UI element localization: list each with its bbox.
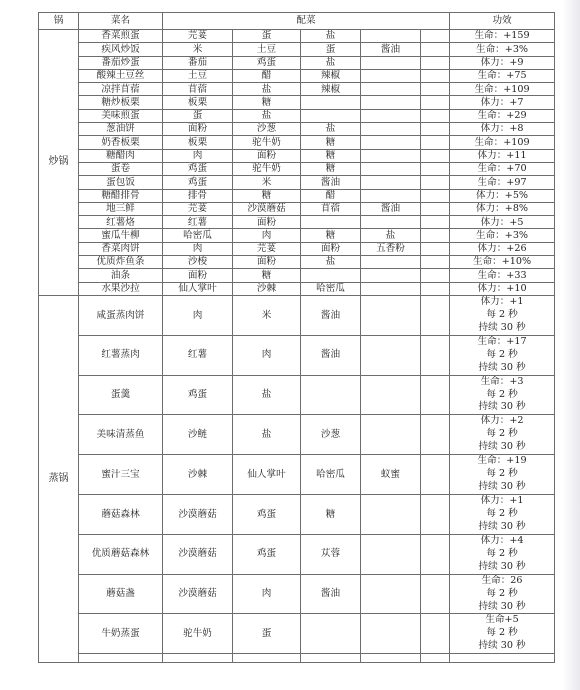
ingredient-cell: 糖 [301, 495, 361, 535]
effect-cell: 体力：+8 [450, 123, 555, 136]
ingredient-cell [301, 109, 361, 122]
ingredient-cell [301, 96, 361, 109]
empty-cell [421, 335, 450, 375]
effect-line: 生命：+19 [477, 455, 527, 467]
ingredient-cell: 蛋 [163, 109, 233, 122]
ingredient-cell: 土豆 [233, 43, 301, 56]
ingredient-cell: 肉 [163, 295, 233, 335]
effect-line: 每 2 秒 [486, 468, 518, 480]
ingredient-cell: 面粉 [301, 242, 361, 255]
ingredient-cell: 鸡蛋 [233, 495, 301, 535]
effect-line: 持续 30 秒 [478, 520, 526, 532]
pot-label-stir-fry: 炒锅 [39, 30, 79, 296]
dish-name: 葱油饼 [79, 123, 163, 136]
ingredient-cell [361, 256, 421, 269]
table-row [39, 123, 555, 136]
dish-name: 蜜汁三宝 [79, 455, 163, 495]
ingredient-cell: 面粉 [233, 256, 301, 269]
ingredient-cell: 肉 [233, 574, 301, 614]
ingredient-cell: 糖 [301, 149, 361, 162]
effect-cell [450, 375, 555, 415]
effect-cell: 生命：+159 [450, 30, 555, 43]
effect-cell: 生命：+109 [450, 136, 555, 149]
ingredient-cell: 板栗 [163, 136, 233, 149]
ingredient-cell: 面粉 [233, 216, 301, 229]
empty-cell [421, 43, 450, 56]
ingredient-cell: 红薯 [163, 335, 233, 375]
ingredient-cell: 盐 [301, 256, 361, 269]
ingredient-cell [361, 335, 421, 375]
ingredient-cell [361, 96, 421, 109]
ingredient-cell: 酱油 [301, 574, 361, 614]
ingredient-cell: 沙漠蘑菇 [233, 202, 301, 215]
effect-cell: 生命：+3% [450, 229, 555, 242]
ingredient-cell: 鸡蛋 [163, 176, 233, 189]
ingredient-cell: 土豆 [163, 69, 233, 82]
empty-cell [233, 654, 301, 663]
ingredient-cell: 糖 [233, 189, 301, 202]
dish-name: 美味清蒸鱼 [79, 415, 163, 455]
ingredient-cell: 面粉 [163, 269, 233, 282]
empty-cell [421, 30, 450, 43]
ingredient-cell: 五香粉 [361, 242, 421, 255]
ingredient-cell: 盐 [233, 109, 301, 122]
dish-name: 蛋羹 [79, 375, 163, 415]
recipe-table-body [39, 30, 555, 663]
effect-cell [450, 455, 555, 495]
ingredient-cell [361, 282, 421, 295]
empty-cell [421, 123, 450, 136]
ingredient-cell: 蚁蜜 [361, 455, 421, 495]
effect-cell: 体力：+5 [450, 216, 555, 229]
ingredient-cell: 米 [233, 295, 301, 335]
ingredient-cell: 肉 [163, 149, 233, 162]
dish-name: 红薯烙 [79, 216, 163, 229]
dish-name: 蘑菇盏 [79, 574, 163, 614]
ingredient-cell: 板栗 [163, 96, 233, 109]
effect-cell: 生命：+29 [450, 109, 555, 122]
effect-cell [450, 574, 555, 614]
empty-cell [421, 495, 450, 535]
ingredient-cell: 醋 [301, 189, 361, 202]
ingredient-cell: 盐 [301, 30, 361, 43]
ingredient-cell [361, 415, 421, 455]
dish-name: 奶香板栗 [79, 136, 163, 149]
effect-cell [450, 534, 555, 574]
effect-line: 持续 30 秒 [478, 640, 526, 652]
ingredient-cell: 盐 [361, 229, 421, 242]
ingredient-cell: 辣椒 [301, 83, 361, 96]
table-row [39, 534, 555, 574]
dish-name: 牛奶蒸蛋 [79, 614, 163, 654]
ingredient-cell: 苜蓿 [301, 202, 361, 215]
effect-line: 体力：+2 [480, 415, 524, 427]
ingredient-cell [361, 30, 421, 43]
ingredient-cell: 糖 [301, 162, 361, 175]
table-row [39, 229, 555, 242]
ingredient-cell: 哈密瓜 [301, 282, 361, 295]
ingredient-cell: 米 [233, 176, 301, 189]
table-row [39, 176, 555, 189]
ingredient-cell: 红薯 [163, 216, 233, 229]
effect-cell [450, 495, 555, 535]
effect-line: 持续 30 秒 [478, 361, 526, 373]
ingredient-cell [301, 614, 361, 654]
ingredient-cell: 蛋 [233, 30, 301, 43]
empty-cell [421, 574, 450, 614]
empty-cell [421, 56, 450, 69]
ingredient-cell: 酱油 [301, 176, 361, 189]
empty-cell [163, 654, 233, 663]
empty-cell [421, 229, 450, 242]
effect-line: 持续 30 秒 [478, 321, 526, 333]
table-row [39, 269, 555, 282]
empty-cell [450, 654, 555, 663]
table-row [39, 216, 555, 229]
ingredient-cell [361, 83, 421, 96]
ingredient-cell [361, 189, 421, 202]
ingredient-cell: 哈密瓜 [301, 455, 361, 495]
ingredient-cell: 芫荽 [163, 202, 233, 215]
ingredient-cell: 酱油 [361, 43, 421, 56]
dish-name: 水果沙拉 [79, 282, 163, 295]
ingredient-cell [301, 375, 361, 415]
empty-cell [421, 162, 450, 175]
table-row [39, 282, 555, 295]
effect-cell [450, 614, 555, 654]
dish-name: 蛋卷 [79, 162, 163, 175]
ingredient-cell [361, 123, 421, 136]
dish-name: 凉拌苜蓿 [79, 83, 163, 96]
ingredient-cell [361, 295, 421, 335]
effect-cell: 生命：+10% [450, 256, 555, 269]
empty-cell [421, 216, 450, 229]
empty-cell [361, 654, 421, 663]
effect-cell: 生命：+3% [450, 43, 555, 56]
dish-name: 美味煎蛋 [79, 109, 163, 122]
empty-cell [421, 375, 450, 415]
effect-line: 每 2 秒 [486, 547, 518, 559]
ingredient-cell: 醋 [233, 69, 301, 82]
effect-line: 持续 30 秒 [478, 560, 526, 572]
empty-cell [301, 654, 361, 663]
ingredient-cell: 沙漠蘑菇 [163, 574, 233, 614]
ingredient-cell: 糖 [301, 229, 361, 242]
ingredient-cell: 盐 [233, 375, 301, 415]
header-row [39, 13, 555, 30]
ingredient-cell [301, 269, 361, 282]
table-row [39, 256, 555, 269]
ingredient-cell: 苁蓉 [301, 534, 361, 574]
header-ingredients: 配菜 [163, 13, 450, 30]
effect-cell: 体力：+9 [450, 56, 555, 69]
empty-cell [421, 69, 450, 82]
empty-cell [421, 455, 450, 495]
table-row [39, 43, 555, 56]
table-row [39, 96, 555, 109]
table-row [39, 136, 555, 149]
table-row [39, 574, 555, 614]
effect-line: 生命：+3 [480, 375, 524, 387]
empty-cell [421, 83, 450, 96]
effect-line: 体力：+1 [480, 295, 524, 307]
ingredient-cell: 肉 [233, 335, 301, 375]
table-row [39, 202, 555, 215]
table-row [39, 335, 555, 375]
effect-line: 持续 30 秒 [478, 600, 526, 612]
ingredient-cell: 面粉 [233, 149, 301, 162]
ingredient-cell: 酱油 [301, 295, 361, 335]
ingredient-cell: 驼牛奶 [233, 162, 301, 175]
effect-cell: 体力：+26 [450, 242, 555, 255]
dish-name: 红薯蒸肉 [79, 335, 163, 375]
effect-line: 每 2 秒 [486, 308, 518, 320]
dish-name: 蘑菇森林 [79, 495, 163, 535]
table-row [39, 455, 555, 495]
ingredient-cell: 盐 [301, 123, 361, 136]
table-row [39, 415, 555, 455]
ingredient-cell: 沙漠蘑菇 [163, 534, 233, 574]
empty-cell [421, 149, 450, 162]
effect-cell [450, 415, 555, 455]
empty-cell [421, 176, 450, 189]
table-row [39, 495, 555, 535]
empty-cell [421, 654, 450, 663]
effect-line: 生命+5 [485, 614, 519, 626]
ingredient-cell: 驼牛奶 [163, 614, 233, 654]
ingredient-cell: 沙漠蘑菇 [163, 495, 233, 535]
table-row [39, 189, 555, 202]
effect-line: 体力：+1 [480, 495, 524, 506]
ingredient-cell: 鸡蛋 [163, 375, 233, 415]
empty-cell [421, 256, 450, 269]
ingredient-cell: 辣椒 [301, 69, 361, 82]
table-row [39, 242, 555, 255]
table-row [39, 614, 555, 654]
ingredient-cell: 鸡蛋 [163, 162, 233, 175]
ingredient-cell: 沙棘 [233, 282, 301, 295]
ingredient-cell: 沙梭 [163, 256, 233, 269]
header-pot: 锅 [39, 13, 79, 30]
ingredient-cell: 米 [163, 43, 233, 56]
empty-cell [421, 242, 450, 255]
ingredient-cell: 糖 [233, 269, 301, 282]
ingredient-cell: 沙鲢 [163, 415, 233, 455]
ingredient-cell [361, 69, 421, 82]
table-row [39, 295, 555, 335]
dish-name: 地三鲜 [79, 202, 163, 215]
effect-line: 体力：+4 [480, 534, 524, 546]
ingredient-cell [361, 375, 421, 415]
ingredient-cell: 蛋 [301, 43, 361, 56]
ingredient-cell [361, 216, 421, 229]
ingredient-cell [361, 574, 421, 614]
effect-cell: 体力：+10 [450, 282, 555, 295]
effect-line: 每 2 秒 [486, 587, 518, 599]
effect-line: 生命：+17 [477, 335, 527, 347]
effect-line: 持续 30 秒 [478, 481, 526, 493]
ingredient-cell: 面粉 [163, 123, 233, 136]
effect-cell: 体力：+5% [450, 189, 555, 202]
ingredient-cell: 驼牛奶 [233, 136, 301, 149]
dish-name: 糖醋排骨 [79, 189, 163, 202]
ingredient-cell: 肉 [163, 242, 233, 255]
ingredient-cell [361, 149, 421, 162]
empty-cell [421, 614, 450, 654]
table-row [39, 69, 555, 82]
table-row-empty [39, 654, 555, 663]
ingredient-cell: 盐 [233, 415, 301, 455]
ingredient-cell [361, 176, 421, 189]
table-row [39, 83, 555, 96]
effect-cell [450, 295, 555, 335]
header-effect: 功效 [450, 13, 555, 30]
dish-name: 蜜瓜牛柳 [79, 229, 163, 242]
ingredient-cell: 哈密瓜 [163, 229, 233, 242]
ingredient-cell [361, 162, 421, 175]
ingredient-cell: 番茄 [163, 56, 233, 69]
empty-cell [421, 282, 450, 295]
empty-cell [421, 415, 450, 455]
ingredient-cell: 仙人掌叶 [233, 455, 301, 495]
dish-name: 疾风炒饭 [79, 43, 163, 56]
empty-cell [421, 534, 450, 574]
table-row [39, 149, 555, 162]
ingredient-cell: 苜蓿 [163, 83, 233, 96]
dish-name: 香菜煎蛋 [79, 30, 163, 43]
ingredient-cell: 沙葱 [233, 123, 301, 136]
empty-cell [421, 295, 450, 335]
empty-cell [421, 189, 450, 202]
dish-name: 酸辣土豆丝 [79, 69, 163, 82]
dish-name: 油条 [79, 269, 163, 282]
effect-cell [450, 335, 555, 375]
ingredient-cell: 蛋 [233, 614, 301, 654]
ingredient-cell: 鸡蛋 [233, 56, 301, 69]
effect-line: 持续 30 秒 [478, 441, 526, 453]
recipe-table [38, 12, 555, 663]
ingredient-cell: 沙棘 [163, 455, 233, 495]
header-dish: 菜名 [79, 13, 163, 30]
table-row [39, 56, 555, 69]
effect-cell: 生命：+33 [450, 269, 555, 282]
dish-name: 糖醋肉 [79, 149, 163, 162]
ingredient-cell [361, 269, 421, 282]
dish-name: 优质炸鱼条 [79, 256, 163, 269]
table-row [39, 375, 555, 415]
empty-cell [421, 96, 450, 109]
dish-name: 咸蛋蒸肉饼 [79, 295, 163, 335]
effect-line: 每 2 秒 [486, 627, 518, 639]
ingredient-cell: 芫荽 [163, 30, 233, 43]
table-row [39, 109, 555, 122]
effect-cell: 生命：+75 [450, 69, 555, 82]
ingredient-cell: 酱油 [361, 202, 421, 215]
ingredient-cell: 酱油 [301, 335, 361, 375]
empty-cell [421, 269, 450, 282]
ingredient-cell: 肉 [233, 229, 301, 242]
ingredient-cell: 沙葱 [301, 415, 361, 455]
empty-cell [421, 109, 450, 122]
dish-name: 糖炒板栗 [79, 96, 163, 109]
effect-line: 每 2 秒 [486, 507, 518, 519]
ingredient-cell: 仙人掌叶 [163, 282, 233, 295]
empty-cell [79, 654, 163, 663]
effect-line: 每 2 秒 [486, 388, 518, 400]
pot-label-steam: 蒸锅 [39, 295, 79, 662]
ingredient-cell [361, 495, 421, 535]
effect-line: 生命：26 [481, 574, 523, 586]
ingredient-cell: 盐 [233, 83, 301, 96]
dish-name: 番茄炒蛋 [79, 56, 163, 69]
ingredient-cell [361, 109, 421, 122]
ingredient-cell: 糖 [301, 136, 361, 149]
empty-cell [421, 136, 450, 149]
effect-cell: 生命：+70 [450, 162, 555, 175]
ingredient-cell [361, 56, 421, 69]
effect-cell: 生命：+97 [450, 176, 555, 189]
ingredient-cell [361, 136, 421, 149]
dish-name: 优质蘑菇森林 [79, 534, 163, 574]
dish-name: 蛋包饭 [79, 176, 163, 189]
ingredient-cell: 糖 [233, 96, 301, 109]
ingredient-cell [361, 534, 421, 574]
ingredient-cell: 鸡蛋 [233, 534, 301, 574]
effect-cell: 体力：+11 [450, 149, 555, 162]
ingredient-cell: 排骨 [163, 189, 233, 202]
effect-line: 持续 30 秒 [478, 401, 526, 413]
effect-line: 每 2 秒 [486, 428, 518, 440]
ingredient-cell [301, 216, 361, 229]
effect-cell: 生命：+109 [450, 83, 555, 96]
table-row [39, 30, 555, 43]
effect-cell: 体力：+7 [450, 96, 555, 109]
ingredient-cell: 芫荽 [233, 242, 301, 255]
ingredient-cell: 盐 [301, 56, 361, 69]
empty-cell [421, 202, 450, 215]
table-row [39, 162, 555, 175]
effect-cell: 体力：+8% [450, 202, 555, 215]
effect-line: 每 2 秒 [486, 348, 518, 360]
ingredient-cell [361, 614, 421, 654]
dish-name: 香菜肉饼 [79, 242, 163, 255]
